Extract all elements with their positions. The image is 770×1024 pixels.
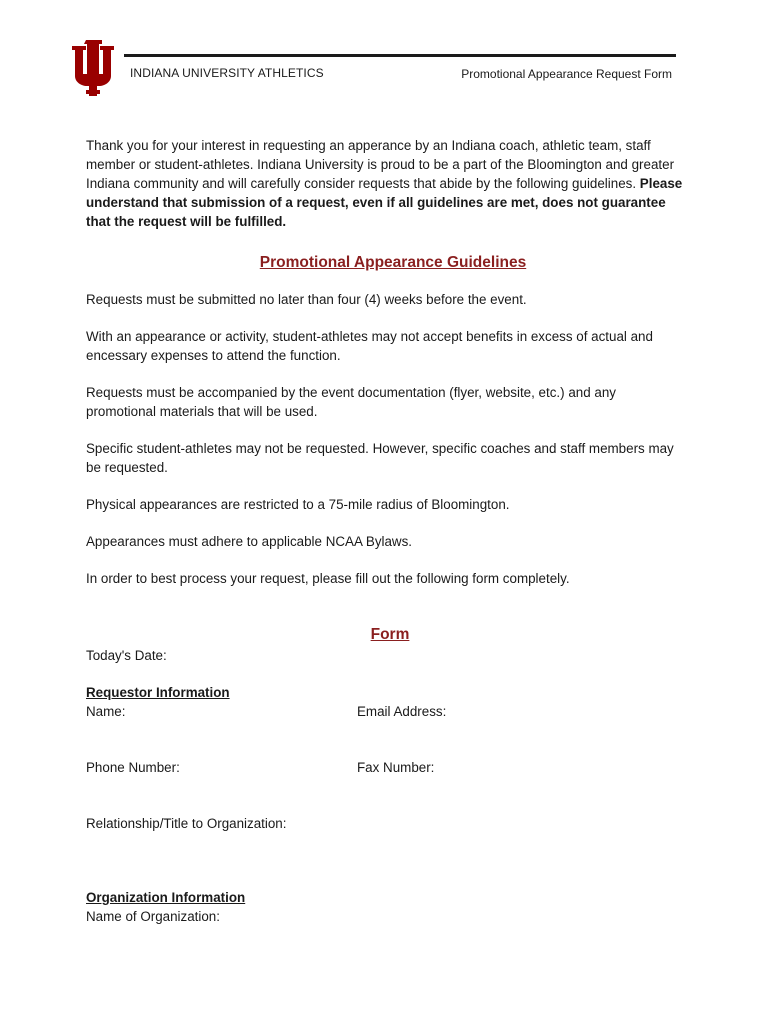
guideline-item: Requests must be accompanied by the event documentation (flyer, website, etc.) and any promotional materials that will be used. (86, 385, 616, 419)
intro-paragraph (86, 136, 686, 231)
organization-heading: Organization Information (86, 890, 246, 905)
relationship-label: Relationship/Title to Organization: (86, 816, 287, 831)
guideline-item: Appearances must adhere to applicable NCAA Bylaws. (86, 534, 413, 549)
fax-label: Fax Number: (357, 760, 435, 775)
intro-disclaimer: Please understand that submission of a request, even if all guidelines are met, does not guarantee that the request will be fulfilled. (86, 176, 683, 229)
form-title: Form (370, 626, 410, 643)
org-name-label: Name of Organization: (86, 909, 220, 924)
guideline-item: Specific student-athletes may not be requested. However, specific coaches and staff members may be requested. (86, 441, 674, 475)
guideline-item: Requests must be submitted no later than four (4) weeks before the event. (86, 292, 527, 307)
guideline-item: In order to best process your request, please fill out the following form completely. (86, 571, 570, 586)
header-rule (124, 54, 676, 57)
intro-text: Thank you for your interest in requesting an apperance by an Indiana coach, athletic team, staff member or student-athletes. Indiana University is proud to be a part of the Bloomington and greater Indiana community and will carefully consider requests that abide by the following guidelines. (86, 138, 675, 191)
guidelines-title: Promotional Appearance Guidelines (259, 254, 527, 271)
phone-label: Phone Number: (86, 760, 180, 775)
email-label: Email Address: (357, 704, 447, 719)
document-body (86, 136, 686, 606)
todays-date-label: Today's Date: (86, 648, 167, 663)
requestor-heading: Requestor Information (86, 685, 230, 700)
guideline-item: With an appearance or activity, student-athletes may not accept benefits in excess of actual and encessary expenses to attend the function. (86, 329, 653, 363)
header-form-name: Promotional Appearance Request Form (461, 67, 672, 81)
name-label: Name: (86, 704, 126, 719)
header-org-name: INDIANA UNIVERSITY ATHLETICS (130, 66, 324, 80)
iu-trident-logo-icon (70, 38, 118, 96)
guideline-item: Physical appearances are restricted to a 75-mile radius of Bloomington. (86, 497, 510, 512)
